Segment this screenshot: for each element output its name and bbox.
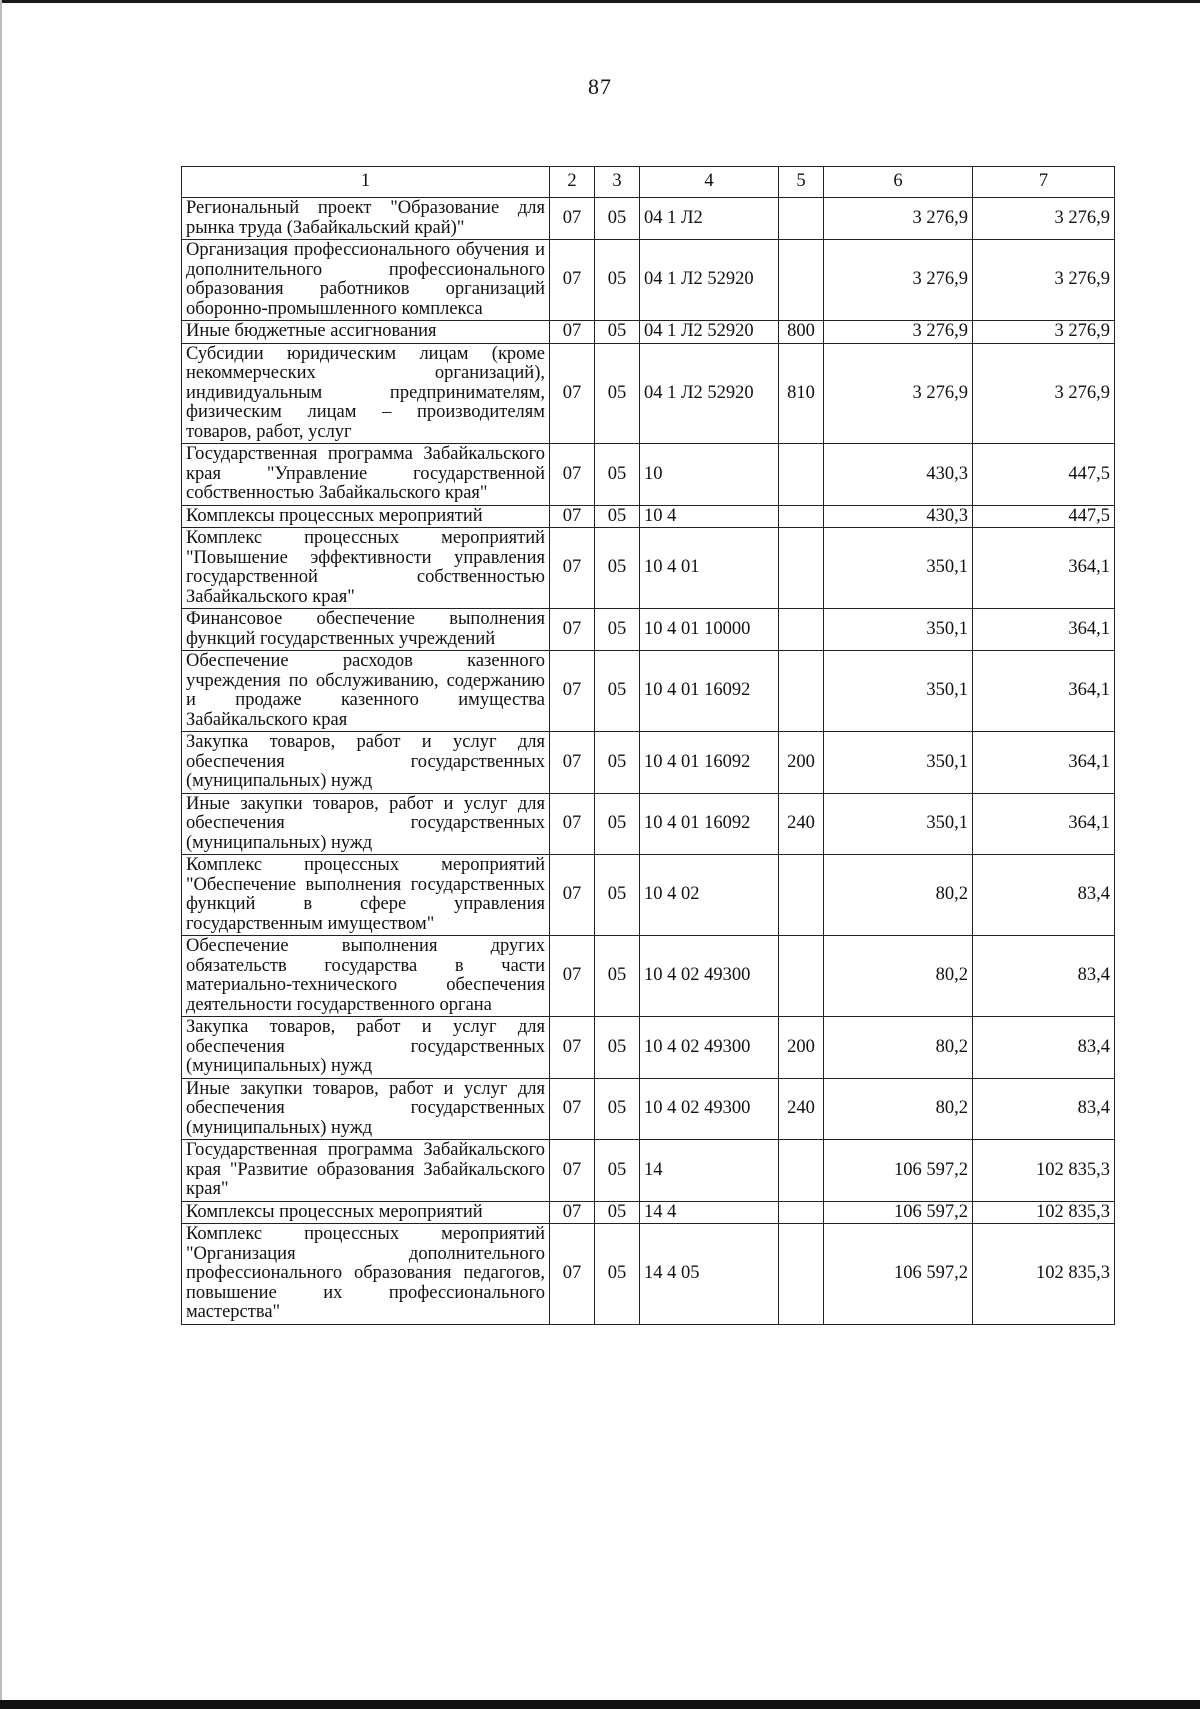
row-subsection-cell: 05 xyxy=(595,1201,640,1224)
row-article-cell: 10 4 02 49300 xyxy=(640,936,779,1017)
table-row xyxy=(182,732,1115,794)
row-subsection-cell: 05 xyxy=(595,444,640,506)
row-name-cell: Закупка товаров, работ и услуг для обеспечения государственных (муниципальных) нужд xyxy=(182,732,550,794)
row-subsection-cell: 05 xyxy=(595,936,640,1017)
row-amount-col6-cell: 106 597,2 xyxy=(824,1224,973,1325)
table-row xyxy=(182,444,1115,506)
row-article-cell: 10 4 01 16092 xyxy=(640,651,779,732)
row-amount-col6-cell: 3 276,9 xyxy=(824,198,973,240)
row-article-cell: 10 4 01 xyxy=(640,528,779,609)
row-section-cell: 07 xyxy=(550,793,595,855)
row-name-cell: Комплекс процессных мероприятий "Организация дополнительного профессионального образования педагогов, повышение их профессионального мастерства" xyxy=(182,1224,550,1325)
row-name-cell: Комплекс процессных мероприятий "Повышение эффективности управления государственной собственностью Забайкальского края" xyxy=(182,528,550,609)
row-article-cell: 10 4 01 10000 xyxy=(640,609,779,651)
row-amount-col7-cell: 83,4 xyxy=(973,1017,1115,1079)
header-col-3: 3 xyxy=(595,167,640,198)
table-row xyxy=(182,343,1115,444)
row-subsection-cell: 05 xyxy=(595,732,640,794)
scan-border-bottom xyxy=(0,1700,1200,1709)
scan-border-left xyxy=(0,0,2,1709)
row-expense-type-cell xyxy=(779,1201,824,1224)
row-amount-col6-cell: 106 597,2 xyxy=(824,1201,973,1224)
row-amount-col6-cell: 350,1 xyxy=(824,732,973,794)
row-article-cell: 04 1 Л2 52920 xyxy=(640,321,779,344)
row-section-cell: 07 xyxy=(550,1078,595,1140)
table-row xyxy=(182,1224,1115,1325)
row-amount-col6-cell: 350,1 xyxy=(824,609,973,651)
row-section-cell: 07 xyxy=(550,528,595,609)
row-subsection-cell: 05 xyxy=(595,1140,640,1202)
row-amount-col7-cell: 3 276,9 xyxy=(973,240,1115,321)
scan-border-top xyxy=(0,0,1200,3)
row-article-cell: 10 4 02 49300 xyxy=(640,1078,779,1140)
header-col-6: 6 xyxy=(824,167,973,198)
header-col-1: 1 xyxy=(182,167,550,198)
row-section-cell: 07 xyxy=(550,198,595,240)
row-expense-type-cell xyxy=(779,1224,824,1325)
row-amount-col6-cell: 350,1 xyxy=(824,528,973,609)
row-subsection-cell: 05 xyxy=(595,1224,640,1325)
row-name-cell: Комплекс процессных мероприятий "Обеспечение выполнения государственных функций в сфере управления государственным имуществом" xyxy=(182,855,550,936)
row-section-cell: 07 xyxy=(550,1140,595,1202)
row-subsection-cell: 05 xyxy=(595,343,640,444)
row-article-cell: 10 4 01 16092 xyxy=(640,732,779,794)
row-amount-col6-cell: 3 276,9 xyxy=(824,240,973,321)
row-section-cell: 07 xyxy=(550,1017,595,1079)
row-amount-col7-cell: 3 276,9 xyxy=(973,343,1115,444)
row-expense-type-cell: 200 xyxy=(779,1017,824,1079)
row-expense-type-cell xyxy=(779,855,824,936)
table-row xyxy=(182,321,1115,344)
row-expense-type-cell xyxy=(779,505,824,528)
row-amount-col6-cell: 430,3 xyxy=(824,505,973,528)
row-subsection-cell: 05 xyxy=(595,505,640,528)
row-name-cell: Субсидии юридическим лицам (кроме некоммерческих организаций), индивидуальным предпринимателям, физическим лицам – производителям товаров, работ, услуг xyxy=(182,343,550,444)
row-amount-col7-cell: 364,1 xyxy=(973,793,1115,855)
table-row xyxy=(182,651,1115,732)
row-section-cell: 07 xyxy=(550,609,595,651)
row-section-cell: 07 xyxy=(550,444,595,506)
row-subsection-cell: 05 xyxy=(595,321,640,344)
row-article-cell: 10 4 02 49300 xyxy=(640,1017,779,1079)
row-section-cell: 07 xyxy=(550,651,595,732)
row-article-cell: 14 4 05 xyxy=(640,1224,779,1325)
row-article-cell: 04 1 Л2 52920 xyxy=(640,343,779,444)
row-amount-col6-cell: 80,2 xyxy=(824,1017,973,1079)
table-row xyxy=(182,240,1115,321)
row-amount-col6-cell: 80,2 xyxy=(824,855,973,936)
row-subsection-cell: 05 xyxy=(595,855,640,936)
table-row xyxy=(182,528,1115,609)
header-col-4: 4 xyxy=(640,167,779,198)
table-row xyxy=(182,609,1115,651)
budget-table-body xyxy=(182,167,1115,1325)
row-article-cell: 10 4 xyxy=(640,505,779,528)
row-amount-col6-cell: 80,2 xyxy=(824,1078,973,1140)
table-row xyxy=(182,936,1115,1017)
table-row xyxy=(182,1017,1115,1079)
row-expense-type-cell: 810 xyxy=(779,343,824,444)
row-article-cell: 04 1 Л2 xyxy=(640,198,779,240)
row-name-cell: Государственная программа Забайкальского края "Развитие образования Забайкальского края" xyxy=(182,1140,550,1202)
row-name-cell: Комплексы процессных мероприятий xyxy=(182,505,550,528)
row-subsection-cell: 05 xyxy=(595,609,640,651)
row-subsection-cell: 05 xyxy=(595,198,640,240)
row-amount-col7-cell: 83,4 xyxy=(973,855,1115,936)
row-amount-col7-cell: 447,5 xyxy=(973,444,1115,506)
row-section-cell: 07 xyxy=(550,505,595,528)
row-amount-col6-cell: 3 276,9 xyxy=(824,343,973,444)
row-amount-col6-cell: 350,1 xyxy=(824,651,973,732)
row-expense-type-cell: 240 xyxy=(779,793,824,855)
row-subsection-cell: 05 xyxy=(595,240,640,321)
row-subsection-cell: 05 xyxy=(595,793,640,855)
row-section-cell: 07 xyxy=(550,936,595,1017)
row-name-cell: Региональный проект "Образование для рынка труда (Забайкальский край)" xyxy=(182,198,550,240)
row-expense-type-cell xyxy=(779,651,824,732)
row-article-cell: 10 4 02 xyxy=(640,855,779,936)
header-col-2: 2 xyxy=(550,167,595,198)
row-name-cell: Комплексы процессных мероприятий xyxy=(182,1201,550,1224)
row-article-cell: 14 xyxy=(640,1140,779,1202)
row-name-cell: Обеспечение выполнения других обязательств государства в части материально-технического обеспечения деятельности государственного органа xyxy=(182,936,550,1017)
row-amount-col7-cell: 83,4 xyxy=(973,936,1115,1017)
row-amount-col7-cell: 364,1 xyxy=(973,528,1115,609)
header-col-5: 5 xyxy=(779,167,824,198)
budget-table xyxy=(181,166,1115,1325)
row-expense-type-cell xyxy=(779,609,824,651)
row-amount-col7-cell: 102 835,3 xyxy=(973,1224,1115,1325)
row-article-cell: 14 4 xyxy=(640,1201,779,1224)
table-row xyxy=(182,1140,1115,1202)
row-section-cell: 07 xyxy=(550,1224,595,1325)
row-article-cell: 10 4 01 16092 xyxy=(640,793,779,855)
row-amount-col6-cell: 430,3 xyxy=(824,444,973,506)
row-name-cell: Финансовое обеспечение выполнения функций государственных учреждений xyxy=(182,609,550,651)
row-section-cell: 07 xyxy=(550,732,595,794)
row-subsection-cell: 05 xyxy=(595,528,640,609)
row-article-cell: 04 1 Л2 52920 xyxy=(640,240,779,321)
row-amount-col7-cell: 102 835,3 xyxy=(973,1201,1115,1224)
table-header-row xyxy=(182,167,1115,198)
row-amount-col7-cell: 364,1 xyxy=(973,609,1115,651)
row-amount-col7-cell: 447,5 xyxy=(973,505,1115,528)
row-article-cell: 10 xyxy=(640,444,779,506)
row-subsection-cell: 05 xyxy=(595,1078,640,1140)
row-amount-col6-cell: 350,1 xyxy=(824,793,973,855)
row-amount-col7-cell: 3 276,9 xyxy=(973,321,1115,344)
row-expense-type-cell xyxy=(779,1140,824,1202)
row-expense-type-cell xyxy=(779,198,824,240)
row-name-cell: Закупка товаров, работ и услуг для обеспечения государственных (муниципальных) нужд xyxy=(182,1017,550,1079)
row-subsection-cell: 05 xyxy=(595,651,640,732)
table-row xyxy=(182,198,1115,240)
row-amount-col6-cell: 106 597,2 xyxy=(824,1140,973,1202)
row-expense-type-cell xyxy=(779,936,824,1017)
row-expense-type-cell: 200 xyxy=(779,732,824,794)
row-expense-type-cell xyxy=(779,240,824,321)
page-number: 87 xyxy=(588,74,612,99)
row-name-cell: Обеспечение расходов казенного учреждения по обслуживанию, содержанию и продаже казенного имущества Забайкальского края xyxy=(182,651,550,732)
row-amount-col6-cell: 3 276,9 xyxy=(824,321,973,344)
table-row xyxy=(182,1201,1115,1224)
row-section-cell: 07 xyxy=(550,1201,595,1224)
row-expense-type-cell: 800 xyxy=(779,321,824,344)
row-section-cell: 07 xyxy=(550,855,595,936)
row-amount-col7-cell: 102 835,3 xyxy=(973,1140,1115,1202)
row-section-cell: 07 xyxy=(550,240,595,321)
row-amount-col7-cell: 3 276,9 xyxy=(973,198,1115,240)
row-expense-type-cell: 240 xyxy=(779,1078,824,1140)
row-section-cell: 07 xyxy=(550,321,595,344)
row-name-cell: Иные закупки товаров, работ и услуг для обеспечения государственных (муниципальных) нужд xyxy=(182,793,550,855)
row-subsection-cell: 05 xyxy=(595,1017,640,1079)
table-row xyxy=(182,505,1115,528)
header-col-7: 7 xyxy=(973,167,1115,198)
row-amount-col7-cell: 364,1 xyxy=(973,651,1115,732)
table-row xyxy=(182,1078,1115,1140)
row-amount-col7-cell: 364,1 xyxy=(973,732,1115,794)
row-section-cell: 07 xyxy=(550,343,595,444)
row-name-cell: Иные закупки товаров, работ и услуг для обеспечения государственных (муниципальных) нужд xyxy=(182,1078,550,1140)
row-expense-type-cell xyxy=(779,444,824,506)
row-name-cell: Государственная программа Забайкальского края "Управление государственной собственностью Забайкальского края" xyxy=(182,444,550,506)
row-name-cell: Иные бюджетные ассигнования xyxy=(182,321,550,344)
row-name-cell: Организация профессионального обучения и дополнительного профессионального образования работников организаций оборонно-промышленного комплекса xyxy=(182,240,550,321)
table-row xyxy=(182,793,1115,855)
row-expense-type-cell xyxy=(779,528,824,609)
row-amount-col7-cell: 83,4 xyxy=(973,1078,1115,1140)
table-row xyxy=(182,855,1115,936)
row-amount-col6-cell: 80,2 xyxy=(824,936,973,1017)
